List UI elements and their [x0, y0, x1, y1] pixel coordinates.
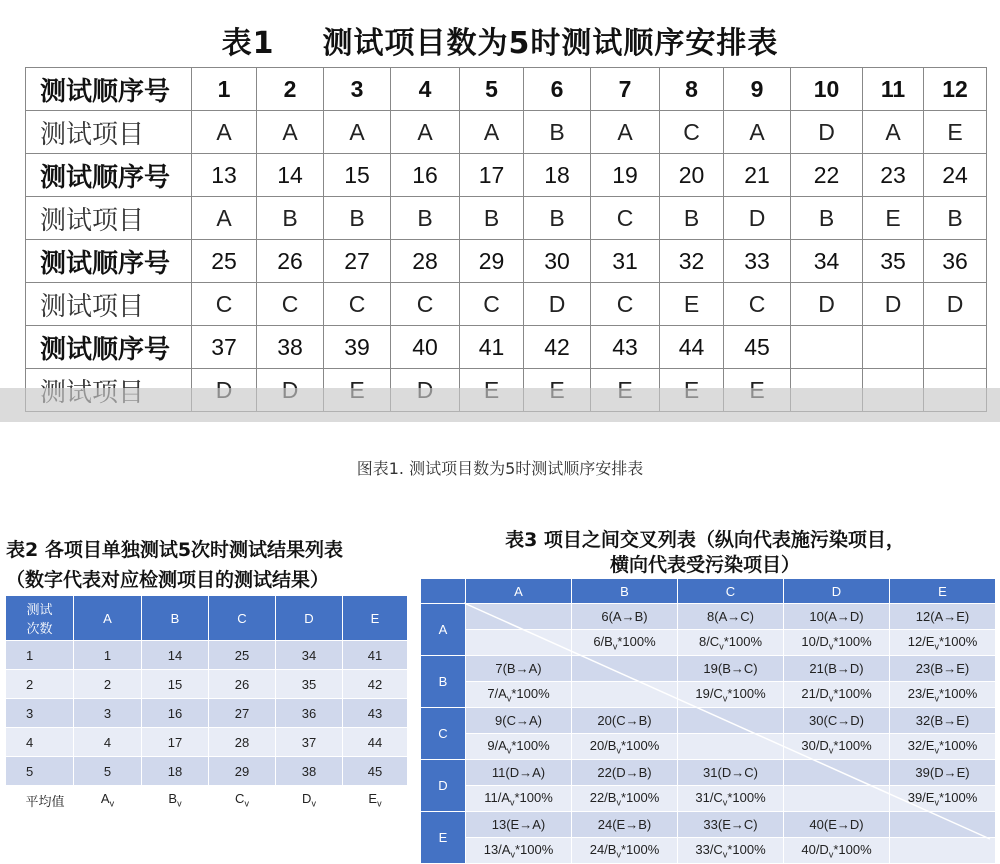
table1-item-row — [26, 197, 987, 240]
table1-seq-cell: 35 — [863, 240, 924, 283]
table2-row — [6, 641, 408, 670]
subscript: v — [722, 797, 728, 808]
table1-seq-cell: 27 — [324, 240, 391, 283]
subscript: v — [311, 798, 316, 809]
table2-cell: 25 — [209, 641, 276, 670]
table3-row-header: C — [421, 708, 466, 760]
table1-seq-row — [26, 154, 987, 197]
table2-header-row — [6, 596, 408, 641]
table1-seq-cell: 18 — [524, 154, 591, 197]
table3-cell: $32/E_v*100\%$ — [890, 734, 996, 760]
table1-item-cell: B — [324, 197, 391, 240]
table1-item-cell: C — [257, 283, 324, 326]
subscript: v — [616, 797, 621, 808]
subscript: v — [828, 693, 834, 704]
table1-item-cell: A — [724, 111, 791, 154]
table1-seq-cell: 44 — [660, 326, 724, 369]
table1-seq-cell: 7 — [591, 68, 660, 111]
table1-seq-cell: 17 — [460, 154, 524, 197]
diagonal-stroke — [464, 603, 990, 839]
table2-cell: 5 — [6, 757, 74, 786]
table1-seq-cell: 33 — [724, 240, 791, 283]
table2-avg-cell: $D_v$ — [276, 786, 343, 815]
subscript: v — [719, 641, 724, 652]
table2-cell: 5 — [74, 757, 142, 786]
table1-item-label: 测试项目 — [26, 197, 192, 240]
table3-cell: $20/B_v*100\%$ — [572, 734, 678, 760]
table3-header-row — [421, 579, 996, 604]
table1-item-cell: B — [791, 197, 863, 240]
table2-cell: 14 — [142, 641, 209, 670]
table2-avg-cell: $B_v$ — [142, 786, 209, 815]
subscript: v — [616, 745, 621, 756]
table3-cell: 8(A→C) — [678, 604, 784, 630]
table3-cell: 39(D→E) — [890, 760, 996, 786]
table3-title-line1: 表3 项目之间交叉列表（纵向代表施污染项目， — [505, 529, 905, 551]
table1-item-cell: A — [391, 111, 460, 154]
table1-item-cell: A — [863, 111, 924, 154]
table3-cell: $21/D_v*100\%$ — [784, 682, 890, 708]
table3-cell: $12/E_v*100\%$ — [890, 630, 996, 656]
subscript: v — [506, 693, 512, 704]
table1-seq-cell: 19 — [591, 154, 660, 197]
subscript: v — [934, 745, 939, 756]
subscript: v — [509, 797, 515, 808]
table1-seq-cell: 37 — [192, 326, 257, 369]
table1-seq-cell — [924, 326, 987, 369]
table1-title — [0, 18, 1000, 62]
table1-item-label: 测试项目 — [26, 283, 192, 326]
table1-item-cell: C — [724, 283, 791, 326]
table1-seq-cell: 40 — [391, 326, 460, 369]
table2-header-count: 测试 次数 — [6, 596, 74, 641]
table1-seq-cell: 8 — [660, 68, 724, 111]
table1-seq-cell: 1 — [192, 68, 257, 111]
table3-cell: $33/C_v*100\%$ — [678, 838, 784, 864]
table1-seq-cell: 25 — [192, 240, 257, 283]
table1-item-cell: C — [591, 197, 660, 240]
table3-cell: $13/A_v*100\%$ — [466, 838, 572, 864]
table1-seq-cell — [791, 326, 863, 369]
table2-cell: 4 — [74, 728, 142, 757]
table1-seq-cell: 20 — [660, 154, 724, 197]
table1-seq-cell: 34 — [791, 240, 863, 283]
table1-seq-cell: 31 — [591, 240, 660, 283]
table2-row — [6, 757, 408, 786]
table3-cell: $6/B_v*100\%$ — [572, 630, 678, 656]
table3-diagonal-cell — [890, 838, 996, 864]
table1-seq-cell: 21 — [724, 154, 791, 197]
table1-title-number: 表1 — [221, 26, 275, 61]
table1-item-cell: B — [924, 197, 987, 240]
table2-cell: 42 — [343, 670, 408, 699]
table2-cell: 3 — [6, 699, 74, 728]
table1-item-cell: D — [924, 283, 987, 326]
table1-item-cell: C — [324, 283, 391, 326]
table1-seq-cell: 16 — [391, 154, 460, 197]
table1-seq-cell: 30 — [524, 240, 591, 283]
table2-header-col: B — [142, 596, 209, 641]
table2-header-col: D — [276, 596, 343, 641]
table1-item-label: 测试项目 — [26, 111, 192, 154]
table2-cell: 1 — [74, 641, 142, 670]
table1-seq-cell: 5 — [460, 68, 524, 111]
table3-cell: 11(D→A) — [466, 760, 572, 786]
table1-seq-label: 测试顺序号 — [26, 154, 192, 197]
table1-item-cell: B — [257, 197, 324, 240]
table3-cell: $31/C_v*100\%$ — [678, 786, 784, 812]
table3-cell: $11/A_v*100\%$ — [466, 786, 572, 812]
table2-row — [6, 670, 408, 699]
table1-item-row — [26, 283, 987, 326]
table1-seq-cell: 23 — [863, 154, 924, 197]
table2-header-col: E — [343, 596, 408, 641]
table2-row — [6, 699, 408, 728]
table2-cell: 35 — [276, 670, 343, 699]
table2-title — [6, 535, 343, 595]
subscript: v — [828, 641, 834, 652]
subscript: v — [612, 641, 618, 652]
table3-corner — [421, 579, 466, 604]
table3-col-header: C — [678, 579, 784, 604]
table3-cell: 21(B→D) — [784, 656, 890, 682]
table1-seq-row — [26, 326, 987, 369]
subscript: v — [828, 849, 834, 860]
table2-avg-row — [6, 786, 408, 815]
table2-cell: 26 — [209, 670, 276, 699]
table1-item-cell: D — [524, 283, 591, 326]
table1-seq-cell: 2 — [257, 68, 324, 111]
table1-item-row — [26, 111, 987, 154]
table1-item-cell: A — [591, 111, 660, 154]
table2-avg-cell: $C_v$ — [209, 786, 276, 815]
table3-cell: 20(C→B) — [572, 708, 678, 734]
table1-seq-row — [26, 68, 987, 111]
subscript: v — [828, 745, 834, 756]
table1-seq-cell: 6 — [524, 68, 591, 111]
table2-cell: 45 — [343, 757, 408, 786]
table3-cell: 12(A→E) — [890, 604, 996, 630]
table3-col-header: B — [572, 579, 678, 604]
table1-item-cell: D — [791, 283, 863, 326]
table1-seq-cell: 12 — [924, 68, 987, 111]
table3-row-header: B — [421, 656, 466, 708]
table1-seq-cell: 29 — [460, 240, 524, 283]
table1-seq-cell: 24 — [924, 154, 987, 197]
table1-seq-cell: 42 — [524, 326, 591, 369]
table3-cell: 40(E→D) — [784, 812, 890, 838]
table3-cell: $9/A_v*100\%$ — [466, 734, 572, 760]
table1-seq-cell: 39 — [324, 326, 391, 369]
table1-item-cell: B — [391, 197, 460, 240]
table3-cell: 10(A→D) — [784, 604, 890, 630]
table1-seq-cell: 14 — [257, 154, 324, 197]
subscript: v — [934, 797, 939, 808]
table3-row-header: A — [421, 604, 466, 656]
subscript: v — [616, 849, 621, 860]
subscript: v — [510, 849, 515, 860]
table3-cell: $30/D_v*100\%$ — [784, 734, 890, 760]
table1-item-cell: E — [660, 283, 724, 326]
table2-avg-cell: $A_v$ — [74, 786, 142, 815]
table1-seq-cell: 3 — [324, 68, 391, 111]
table3-cell: $19/C_v*100\%$ — [678, 682, 784, 708]
table1-seq-cell: 38 — [257, 326, 324, 369]
subscript: v — [722, 849, 728, 860]
table2-cell: 29 — [209, 757, 276, 786]
table1-seq-cell: 10 — [791, 68, 863, 111]
table3-col-header: E — [890, 579, 996, 604]
table1-item-cell: D — [724, 197, 791, 240]
table1-seq-cell: 45 — [724, 326, 791, 369]
table1-seq-cell: 32 — [660, 240, 724, 283]
table2-cell: 17 — [142, 728, 209, 757]
table1-seq-label: 测试顺序号 — [26, 68, 192, 111]
table2-cell: 38 — [276, 757, 343, 786]
table1-item-cell: D — [863, 283, 924, 326]
table2-cell: 3 — [74, 699, 142, 728]
table2-cell: 27 — [209, 699, 276, 728]
table3-cell: 23(B→E) — [890, 656, 996, 682]
table1-seq-label: 测试顺序号 — [26, 326, 192, 369]
table3-cell: $8/C_v*100\%$ — [678, 630, 784, 656]
table1-seq-row — [26, 240, 987, 283]
table1-item-cell: D — [791, 111, 863, 154]
table3-title — [420, 528, 990, 578]
table2-avg-label: 平均值 — [6, 786, 74, 815]
table1-item-cell: A — [192, 197, 257, 240]
table1-seq-cell: 26 — [257, 240, 324, 283]
table3-cell: 33(E→C) — [678, 812, 784, 838]
table3-cell: 32(B→E) — [890, 708, 996, 734]
table1-title-text: 测试项目数为5时测试顺序安排表 — [322, 26, 779, 61]
table2-cell: 44 — [343, 728, 408, 757]
table3-cell: $7/A_v*100\%$ — [466, 682, 572, 708]
table1-item-cell: B — [660, 197, 724, 240]
table1-item-cell: C — [192, 283, 257, 326]
table2-cell: 37 — [276, 728, 343, 757]
table2-cell: 1 — [6, 641, 74, 670]
table3-col-header: D — [784, 579, 890, 604]
subscript: v — [934, 641, 939, 652]
table3-cell: 7(B→A) — [466, 656, 572, 682]
table3-cell: 19(B→C) — [678, 656, 784, 682]
table3-cell: $24/B_v*100\%$ — [572, 838, 678, 864]
table3-cell: 6(A→B) — [572, 604, 678, 630]
table3-cell: $23/E_v*100\%$ — [890, 682, 996, 708]
table2-cell: 4 — [6, 728, 74, 757]
table1-seq-cell: 22 — [791, 154, 863, 197]
table1-item-cell: A — [192, 111, 257, 154]
table1-seq-cell — [863, 326, 924, 369]
table1-seq-cell: 15 — [324, 154, 391, 197]
table3-col-header: A — [466, 579, 572, 604]
table3-cell: 9(C→A) — [466, 708, 572, 734]
table1-item-cell: B — [524, 197, 591, 240]
table3-cell: 30(C→D) — [784, 708, 890, 734]
table1-seq-cell: 36 — [924, 240, 987, 283]
table2-header-col: A — [74, 596, 142, 641]
table2-title-line2: （数字代表对应检测项目的测试结果） — [6, 569, 330, 591]
table2-cell: 18 — [142, 757, 209, 786]
table2 — [5, 595, 408, 814]
table2-cell: 16 — [142, 699, 209, 728]
table2-header-col: C — [209, 596, 276, 641]
subscript: v — [934, 693, 939, 704]
table1-item-cell: B — [460, 197, 524, 240]
table2-cell: 15 — [142, 670, 209, 699]
table3-cell: $40/D_v*100\%$ — [784, 838, 890, 864]
table3-cell: 31(D→C) — [678, 760, 784, 786]
table3-row — [421, 838, 996, 864]
table1-seq-cell: 41 — [460, 326, 524, 369]
gray-overlay-band — [0, 388, 1000, 422]
table3-row-header: E — [421, 812, 466, 864]
table1-seq-cell: 13 — [192, 154, 257, 197]
subscript: v — [377, 798, 382, 809]
table1-seq-cell: 11 — [863, 68, 924, 111]
table1-seq-label: 测试顺序号 — [26, 240, 192, 283]
table2-cell: 34 — [276, 641, 343, 670]
subscript: v — [244, 798, 249, 809]
table1-seq-cell: 43 — [591, 326, 660, 369]
table2-title-line1: 表2 各项目单独测试5次时测试结果列表 — [6, 539, 344, 561]
table3-title-line2: 横向代表受污染项目） — [609, 554, 800, 576]
table1-item-cell: A — [257, 111, 324, 154]
table2-cell: 41 — [343, 641, 408, 670]
table2-cell: 28 — [209, 728, 276, 757]
table1-item-cell: A — [460, 111, 524, 154]
table1-item-cell: A — [324, 111, 391, 154]
table1-item-cell: C — [391, 283, 460, 326]
table1-item-cell: C — [591, 283, 660, 326]
table2-cell: 43 — [343, 699, 408, 728]
table1-seq-cell: 28 — [391, 240, 460, 283]
table2-cell: 36 — [276, 699, 343, 728]
table1-seq-cell: 4 — [391, 68, 460, 111]
subscript: v — [177, 798, 182, 809]
table1-item-cell: E — [924, 111, 987, 154]
table3-cell: 13(E→A) — [466, 812, 572, 838]
table2-cell: 2 — [6, 670, 74, 699]
subscript: v — [506, 745, 512, 756]
table1-item-cell: B — [524, 111, 591, 154]
table2-row — [6, 728, 408, 757]
table3-cell: 24(E→B) — [572, 812, 678, 838]
table3-diagonal-line — [462, 601, 992, 841]
table3-cell: $39/E_v*100\%$ — [890, 786, 996, 812]
table2-cell: 2 — [74, 670, 142, 699]
table3-row-header: D — [421, 760, 466, 812]
table1-item-cell: C — [660, 111, 724, 154]
figure-caption: 图表1. 测试项目数为5时测试顺序安排表 — [356, 459, 644, 478]
table3-cell: $22/B_v*100\%$ — [572, 786, 678, 812]
table1-item-cell: C — [460, 283, 524, 326]
table2-avg-cell: $E_v$ — [343, 786, 408, 815]
subscript: v — [109, 798, 115, 809]
table3-cell: $10/D_v*100\%$ — [784, 630, 890, 656]
table1-seq-cell: 9 — [724, 68, 791, 111]
table3-cell: 22(D→B) — [572, 760, 678, 786]
subscript: v — [722, 693, 728, 704]
table1 — [25, 67, 987, 412]
table1-item-cell: E — [863, 197, 924, 240]
